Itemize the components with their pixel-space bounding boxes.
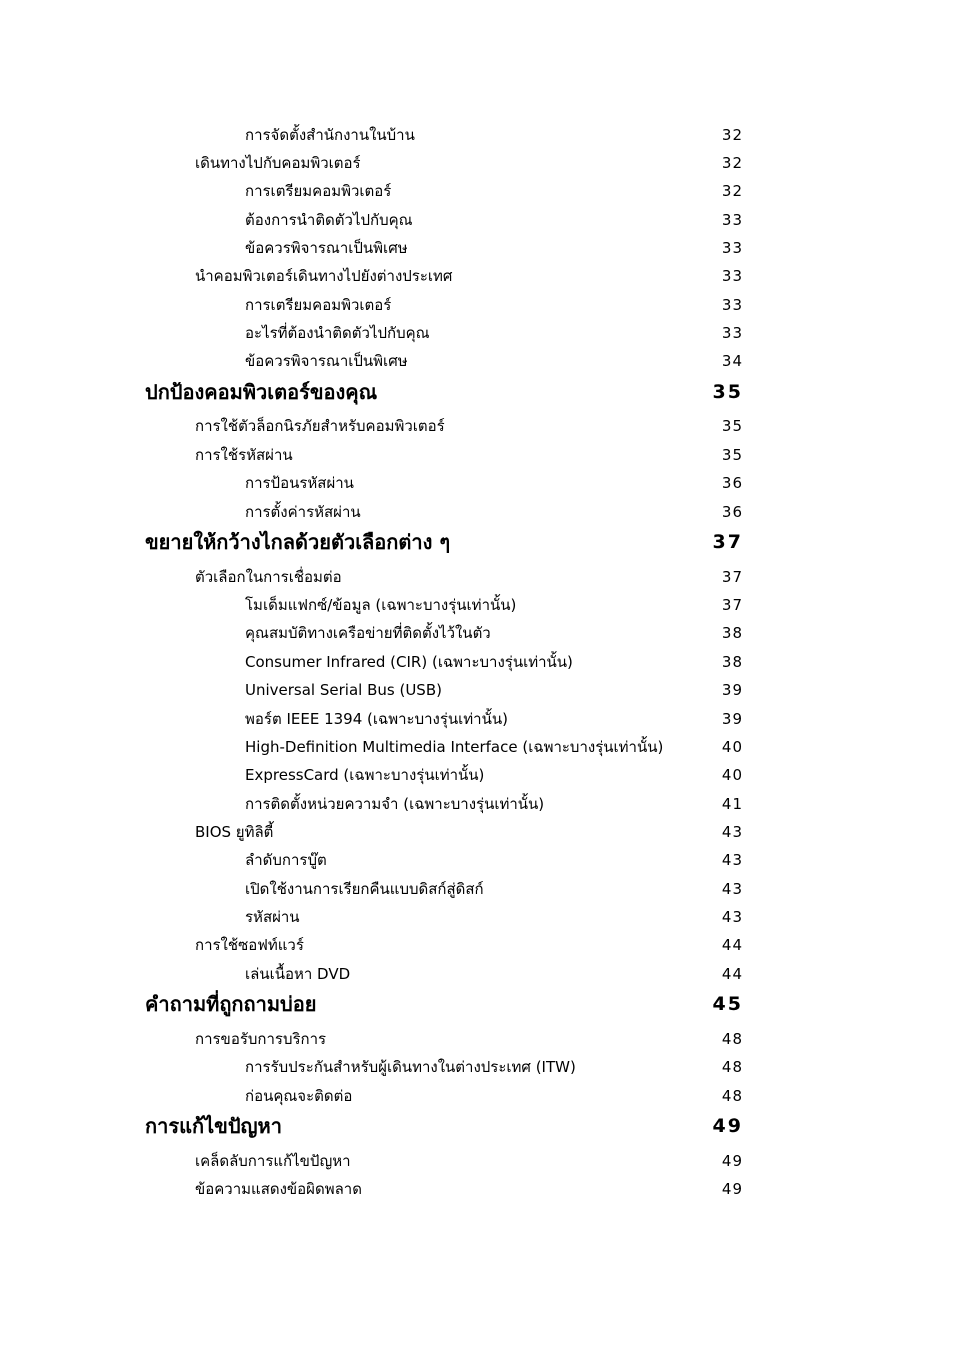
toc-entry-title: การป้อนรหัสผ่าน <box>245 474 354 492</box>
toc-entry-title: การเตรียมคอมพิวเตอร์ <box>245 296 392 314</box>
toc-entry-page: 35 <box>721 417 743 435</box>
toc-chapter-page: 37 <box>712 531 743 553</box>
toc-chapter[interactable] <box>0 991 954 1019</box>
toc-entry-page: 40 <box>721 766 743 784</box>
toc-entry-page: 44 <box>721 936 743 954</box>
toc-chapter-title: ปกป้องคอมพิวเตอร์ของคุณ <box>145 380 378 404</box>
toc-entry-title: การเตรียมคอมพิวเตอร์ <box>245 182 392 200</box>
toc-entry[interactable] <box>0 846 954 874</box>
toc-entry-title: เดินทางไปกับคอมพิวเตอร์ <box>195 154 361 172</box>
toc-entry-title: High-Definition Multimedia Interface (เฉพาะบางรุ่นเท่านั้น) <box>245 738 664 756</box>
toc-entry[interactable] <box>0 319 954 347</box>
toc-entry[interactable] <box>0 177 954 205</box>
toc-entry-page: 37 <box>721 568 743 586</box>
toc-entry-page: 39 <box>721 681 743 699</box>
toc-entry[interactable] <box>0 498 954 526</box>
toc-entry-page: 44 <box>721 965 743 983</box>
toc-entry-page: 39 <box>721 710 743 728</box>
toc-entry-title: นำคอมพิวเตอร์เดินทางไปยังต่างประเทศ <box>195 267 453 285</box>
toc-entry-title: ข้อความแสดงข้อผิดพลาด <box>195 1180 362 1198</box>
toc-entry[interactable] <box>0 591 954 619</box>
toc-entry-page: 32 <box>721 154 743 172</box>
toc-chapter-page: 49 <box>712 1115 743 1137</box>
toc-chapter[interactable] <box>0 379 954 407</box>
toc-entry[interactable] <box>0 1175 954 1203</box>
toc-entry-page: 38 <box>721 624 743 642</box>
toc-entry[interactable] <box>0 903 954 931</box>
toc-entry-title: โมเด็มแฟกซ์/ข้อมูล (เฉพาะบางรุ่นเท่านั้น) <box>245 596 517 614</box>
toc-entry-title: ลำดับการบู๊ต <box>245 851 327 869</box>
toc-entry-page: 43 <box>721 823 743 841</box>
toc-entry[interactable] <box>0 1147 954 1175</box>
toc-entry-page: 32 <box>721 182 743 200</box>
toc-entry-title: ExpressCard (เฉพาะบางรุ่นเท่านั้น) <box>245 766 485 784</box>
toc-entry[interactable] <box>0 149 954 177</box>
toc-chapter-title: ขยายให้กว้างไกลด้วยตัวเลือกต่าง ๆ <box>145 530 451 554</box>
toc-entry-title: คุณสมบัติทางเครือข่ายที่ติดตั้งไว้ในตัว <box>245 624 491 642</box>
toc-entry-title: ข้อควรพิจารณาเป็นพิเศษ <box>245 352 408 370</box>
toc-entry-page: 36 <box>721 474 743 492</box>
toc-entry-title: ตัวเลือกในการเชื่อมต่อ <box>195 568 342 586</box>
toc-entry[interactable] <box>0 761 954 789</box>
toc-entry-title: เคล็ดลับการแก้ไขปัญหา <box>195 1152 351 1170</box>
toc-entry-title: การใช้ซอฟท์แวร์ <box>195 936 304 954</box>
toc-chapter[interactable] <box>0 1113 954 1141</box>
toc-entry[interactable] <box>0 441 954 469</box>
toc-entry-title: รหัสผ่าน <box>245 908 300 926</box>
toc-entry-page: 32 <box>721 126 743 144</box>
toc-entry-title: การขอรับการบริการ <box>195 1030 327 1048</box>
toc-chapter[interactable] <box>0 529 954 557</box>
toc-entry-title: ก่อนคุณจะติดต่อ <box>245 1087 353 1105</box>
toc-chapter-page: 45 <box>712 993 743 1015</box>
toc-entry-title: การจัดตั้งสำนักงานในบ้าน <box>245 126 415 144</box>
toc-entry-title: การติดตั้งหน่วยความจำ (เฉพาะบางรุ่นเท่านั้น) <box>245 795 545 813</box>
toc-entry-title: พอร์ต IEEE 1394 (เฉพาะบางรุ่นเท่านั้น) <box>245 710 508 728</box>
toc-entry-title: BIOS ยูทิลิตี้ <box>195 823 274 841</box>
toc-entry-page: 41 <box>721 795 743 813</box>
toc-entry[interactable] <box>0 291 954 319</box>
toc-entry[interactable] <box>0 960 954 988</box>
toc-entry[interactable] <box>0 619 954 647</box>
toc-chapter-page: 35 <box>712 381 743 403</box>
toc-entry-page: 33 <box>721 296 743 314</box>
toc-entry-page: 33 <box>721 211 743 229</box>
toc-entry[interactable] <box>0 563 954 591</box>
toc-entry[interactable] <box>0 733 954 761</box>
toc-entry[interactable] <box>0 931 954 959</box>
toc-entry-title: การตั้งค่ารหัสผ่าน <box>245 503 361 521</box>
toc-entry-title: การรับประกันสำหรับผู้เดินทางในต่างประเทศ (ITW) <box>245 1058 576 1076</box>
toc-entry[interactable] <box>0 1025 954 1053</box>
toc-entry-title: เปิดใช้งานการเรียกคืนแบบดิสก์สู่ดิสก์ <box>245 880 484 898</box>
toc-entry-page: 43 <box>721 908 743 926</box>
toc-entry-page: 37 <box>721 596 743 614</box>
toc-entry-page: 35 <box>721 446 743 464</box>
toc-entry[interactable] <box>0 206 954 234</box>
toc-entry[interactable] <box>0 875 954 903</box>
toc-entry[interactable] <box>0 705 954 733</box>
toc-entry[interactable] <box>0 234 954 262</box>
toc-entry-title: ข้อควรพิจารณาเป็นพิเศษ <box>245 239 408 257</box>
toc-entry[interactable] <box>0 412 954 440</box>
toc-chapter-title: การแก้ไขปัญหา <box>145 1114 282 1138</box>
toc-entry[interactable] <box>0 676 954 704</box>
toc-entry-page: 48 <box>721 1030 743 1048</box>
toc-entry[interactable] <box>0 347 954 375</box>
toc-entry-title: ต้องการนำติดตัวไปกับคุณ <box>245 211 413 229</box>
toc-entry[interactable] <box>0 262 954 290</box>
toc-entry[interactable] <box>0 790 954 818</box>
toc-entry-page: 40 <box>721 738 743 756</box>
toc-entry[interactable] <box>0 1082 954 1110</box>
toc-entry-page: 33 <box>721 239 743 257</box>
toc-chapter-title: คำถามที่ถูกถามบ่อย <box>145 992 317 1016</box>
toc-entry-page: 43 <box>721 851 743 869</box>
toc-entry[interactable] <box>0 469 954 497</box>
toc-entry-title: เล่นเนื้อหา DVD <box>245 965 351 983</box>
toc-entry-title: Universal Serial Bus (USB) <box>245 681 442 699</box>
toc-entry-page: 49 <box>721 1152 743 1170</box>
toc-entry-page: 48 <box>721 1087 743 1105</box>
toc-entry[interactable] <box>0 648 954 676</box>
toc-entry-page: 36 <box>721 503 743 521</box>
toc-entry[interactable] <box>0 818 954 846</box>
toc-entry-page: 33 <box>721 267 743 285</box>
toc-entry-page: 43 <box>721 880 743 898</box>
toc-entry-page: 34 <box>721 352 743 370</box>
toc-entry-page: 48 <box>721 1058 743 1076</box>
toc-entry-page: 49 <box>721 1180 743 1198</box>
toc-entry-title: การใช้ตัวล็อกนิรภัยสำหรับคอมพิวเตอร์ <box>195 417 445 435</box>
toc-entry-title: การใช้รหัสผ่าน <box>195 446 293 464</box>
toc-entry-page: 33 <box>721 324 743 342</box>
toc-entry-title: อะไรที่ต้องนำติดตัวไปกับคุณ <box>245 324 430 342</box>
toc-entry[interactable] <box>0 121 954 149</box>
toc-entry-title: Consumer Infrared (CIR) (เฉพาะบางรุ่นเท่านั้น) <box>245 653 573 671</box>
toc-entry-page: 38 <box>721 653 743 671</box>
toc-entry[interactable] <box>0 1053 954 1081</box>
